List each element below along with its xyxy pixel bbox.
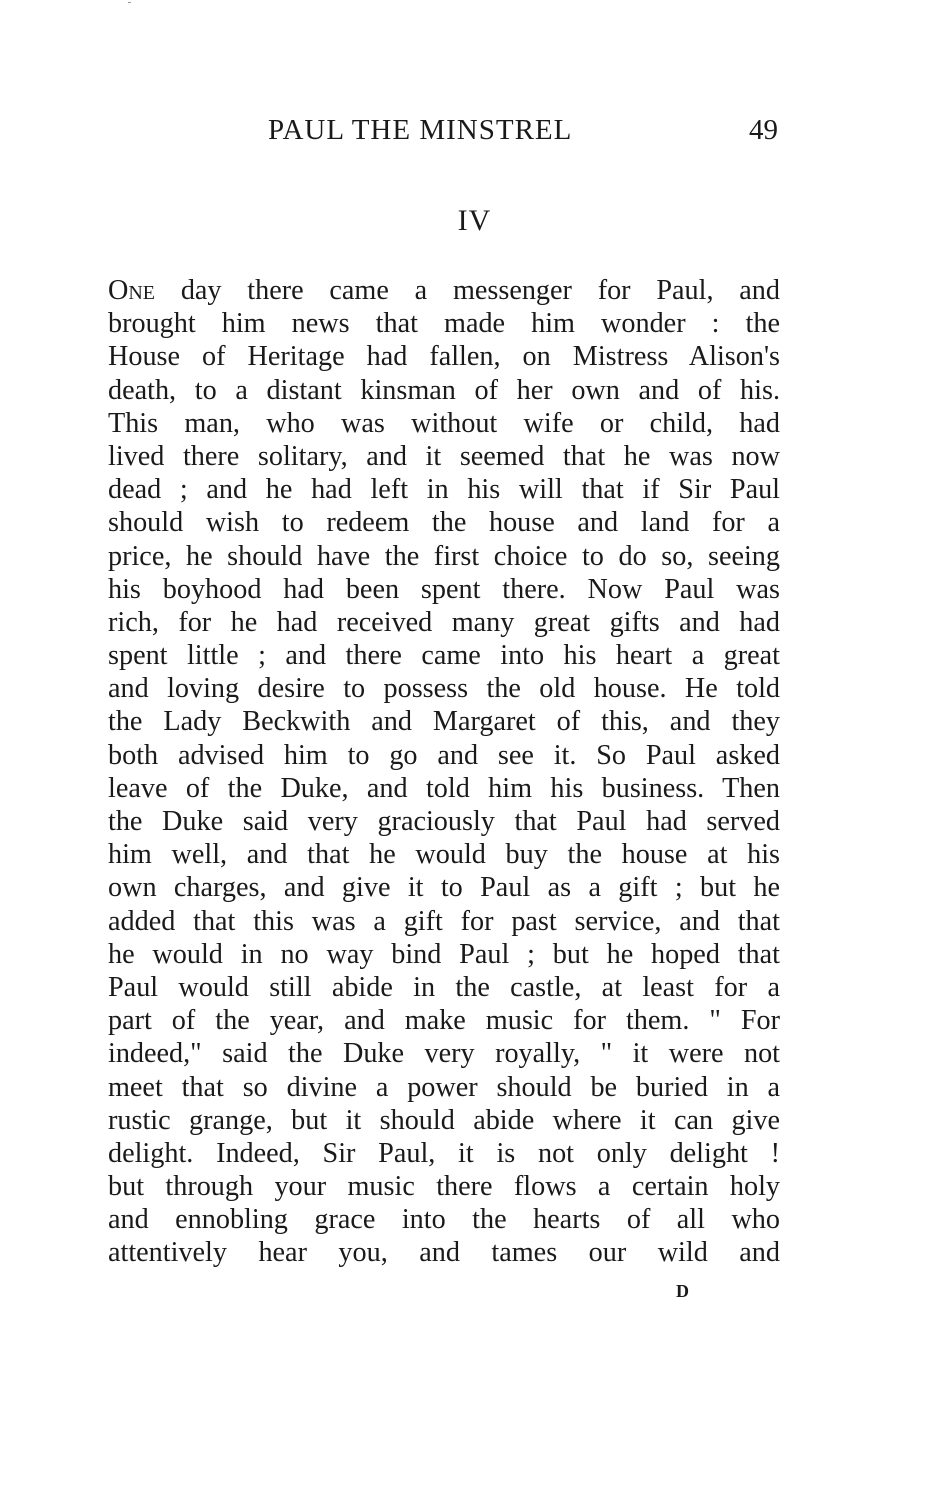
- text-line: leave of the Duke, and told him his business. Then: [108, 772, 780, 804]
- text-line: brought him news that made him wonder : the: [108, 308, 780, 340]
- signature-mark: D: [676, 1281, 690, 1301]
- text-line: rich, for he had received many great gifts and had: [108, 606, 780, 638]
- running-header: [108, 114, 778, 154]
- text-line: the Lady Beckwith and Margaret of this, and they: [108, 706, 780, 738]
- scan-mark: [128, 2, 131, 3]
- text-line: and loving desire to possess the old house. He told: [108, 673, 780, 705]
- text-line: the Duke said very graciously that Paul had served: [108, 806, 780, 837]
- page-number: 49: [749, 114, 778, 146]
- text-line: dead ; and he had left in his will that if Sir Paul: [108, 474, 780, 506]
- text-line: death, to a distant kinsman of her own and of his.: [108, 374, 780, 406]
- text-line: but through your music there flows a certain holy: [108, 1171, 780, 1203]
- text-line: rustic grange, but it should abide where it can give: [108, 1104, 780, 1136]
- opening-word: One: [108, 275, 156, 306]
- text-line: him well, and that he would buy the house at his: [108, 839, 780, 871]
- text-line: both advised him to go and see it. So Paul asked: [108, 739, 780, 771]
- first-line-rest: day there came a messenger for Paul, and: [155, 275, 780, 306]
- text-line: own charges, and give it to Paul as a gift ; but he: [108, 872, 780, 904]
- running-title: PAUL THE MINSTREL: [268, 114, 573, 146]
- text-line: indeed," said the Duke very royally, " it were not: [108, 1038, 780, 1070]
- text-line: added that this was a gift for past service, and that: [108, 905, 780, 937]
- text-line: attentively hear you, and tames our wild and: [108, 1237, 780, 1269]
- text-line: price, he should have the first choice to do so, seeing: [108, 540, 780, 572]
- text-line: This man, who was without wife or child, had: [108, 407, 780, 439]
- text-line: lived there solitary, and it seemed that he was now: [108, 440, 780, 472]
- text-line: Paul would still abide in the castle, at least for a: [108, 971, 780, 1003]
- text-line: he would in no way bind Paul ; but he hoped that: [108, 938, 780, 970]
- text-line: [108, 274, 780, 307]
- text-line: spent little ; and there came into his heart a great: [108, 640, 780, 672]
- text-line: House of Heritage had fallen, on Mistress Alison's: [108, 341, 780, 373]
- text-line: delight. Indeed, Sir Paul, it is not only delight !: [108, 1137, 780, 1169]
- text-line: and ennobling grace into the hearts of all who: [108, 1204, 780, 1236]
- text-line: part of the year, and make music for them. " For: [108, 1005, 780, 1037]
- chapter-heading: IV: [457, 204, 492, 237]
- body-text: [108, 274, 780, 1270]
- text-line: his boyhood had been spent there. Now Paul was: [108, 573, 780, 605]
- text-line: should wish to redeem the house and land for a: [108, 507, 780, 539]
- text-line: meet that so divine a power should be buried in a: [108, 1071, 780, 1103]
